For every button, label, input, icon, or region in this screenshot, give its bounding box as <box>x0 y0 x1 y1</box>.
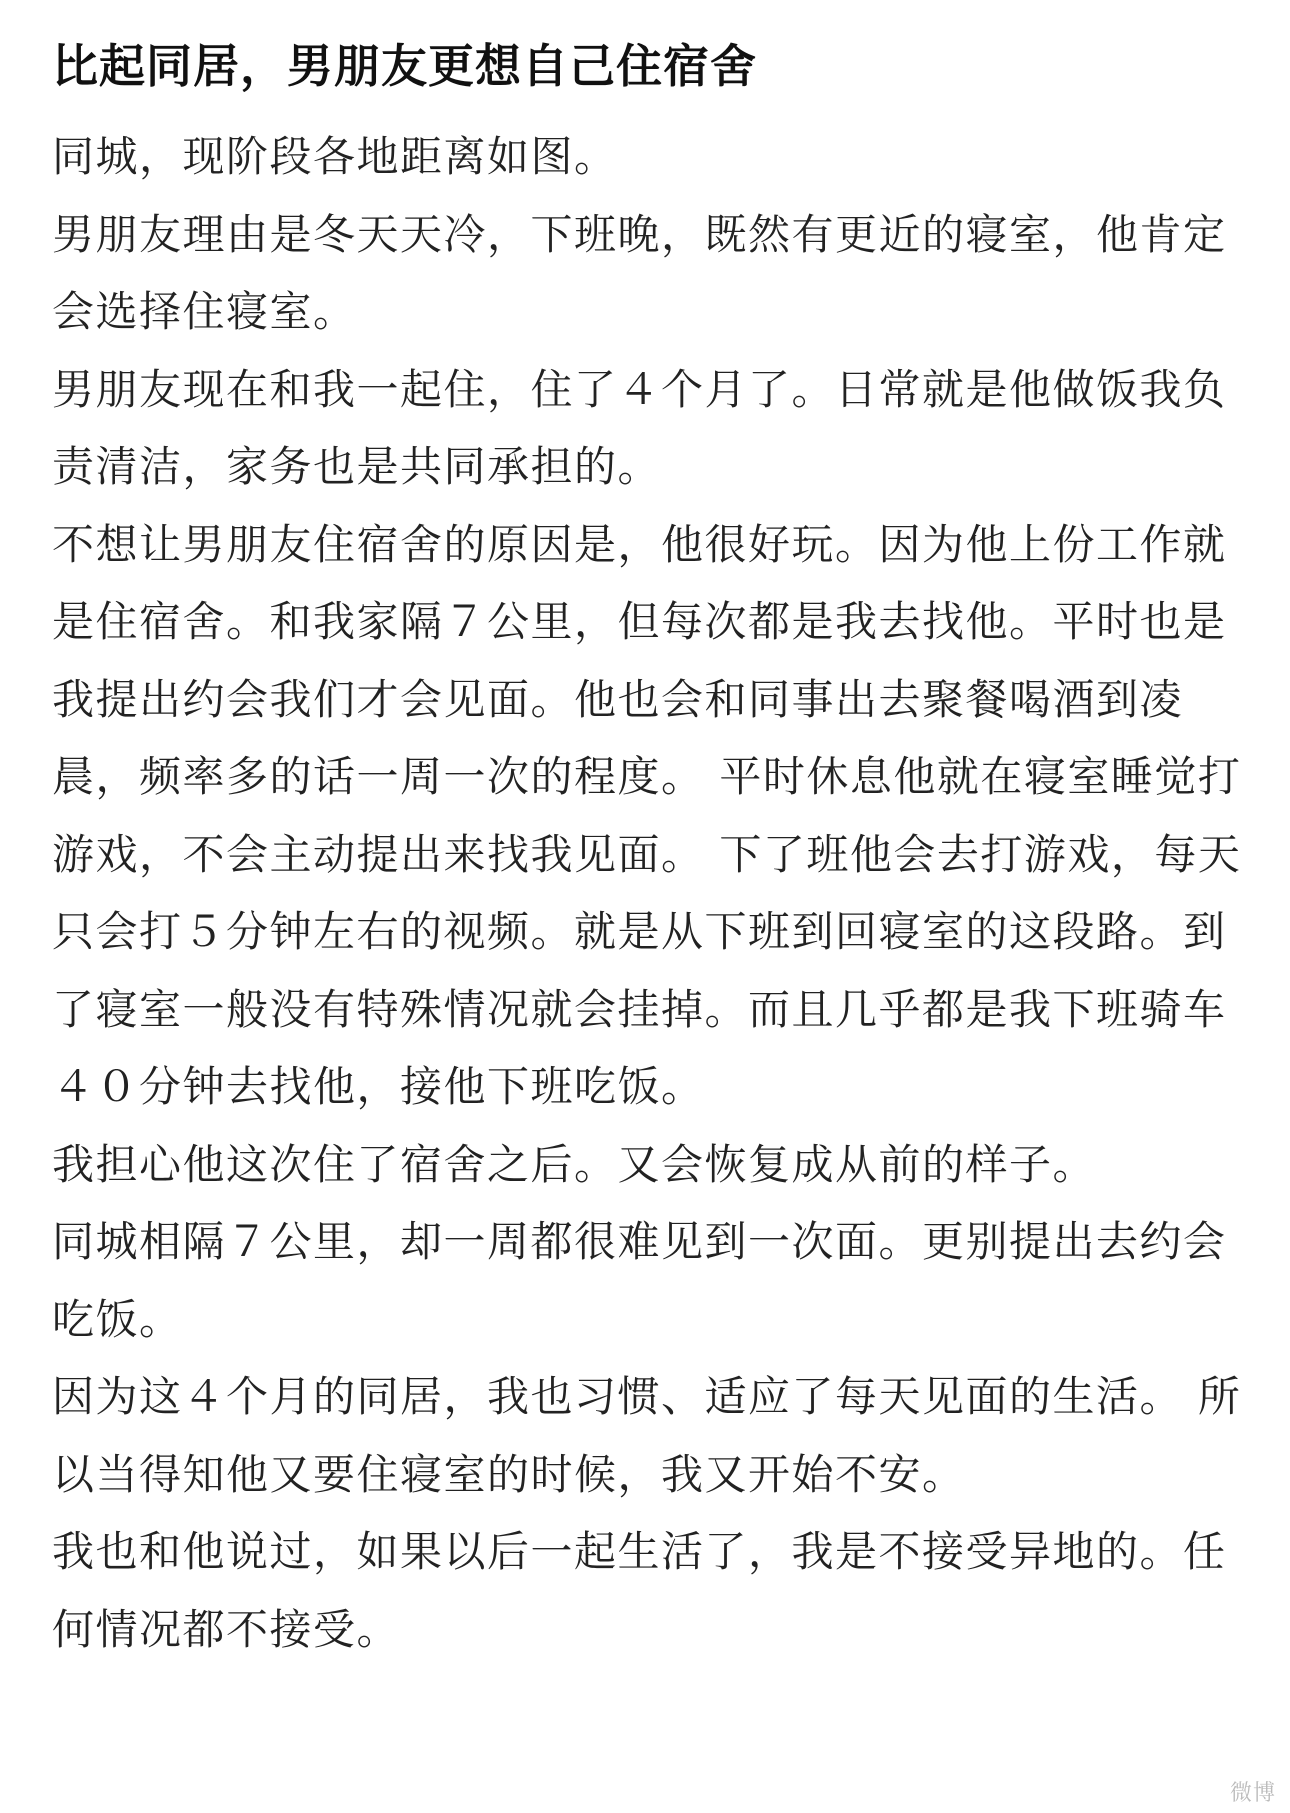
post-title: 比起同居，男朋友更想自己住宿舍 <box>52 39 757 93</box>
post-paragraph: 我担心他这次住了宿舍之后。又会恢复成从前的样子。 <box>52 1139 1097 1189</box>
post-paragraph: 男朋友现在和我一起住，住了４个月了。日常就是他做饭我负责清洁，家务也是共同承担的。 <box>52 364 1227 491</box>
post-paragraph: 因为这４个月的同居，我也习惯、适应了每天见面的生活。 所以当得知他又要住寝室的时候，我又开始不安。 <box>52 1372 1242 1499</box>
watermark: 微博 <box>1229 1781 1276 1806</box>
post-container <box>52 26 1242 1668</box>
post-paragraph: 同城，现阶段各地距离如图。 <box>52 132 618 181</box>
post-paragraph: 不想让男朋友住宿舍的原因是，他很好玩。因为他上份工作就是住宿舍。和我家隔７公里，但每次都是我去找他。平时也是我提出约会我们才会见面。他也会和同事出去聚餐喝酒到凌晨，频率多的话一周一次的程度。 平时休息他就在寝室睡觉打游戏，不会主动提出来找我见面。 下了班他会去打游戏，每天只会打５分钟左右的视频。就是从下班到回寝室的这段路。到了寝室一般没有特殊情况就会挂掉。而且几乎都是我下班骑车４０分钟去找他，接他下班吃饭。 <box>52 519 1242 1111</box>
post-paragraph: 我也和他说过，如果以后一起生活了，我是不接受异地的。任何情况都不接受。 <box>52 1527 1227 1654</box>
post-body <box>52 118 1242 1668</box>
post-paragraph: 同城相隔７公里，却一周都很难见到一次面。更别提出去约会吃饭。 <box>52 1217 1227 1344</box>
post-paragraph: 男朋友理由是冬天天冷，下班晚，既然有更近的寝室，他肯定会选择住寝室。 <box>52 209 1227 336</box>
